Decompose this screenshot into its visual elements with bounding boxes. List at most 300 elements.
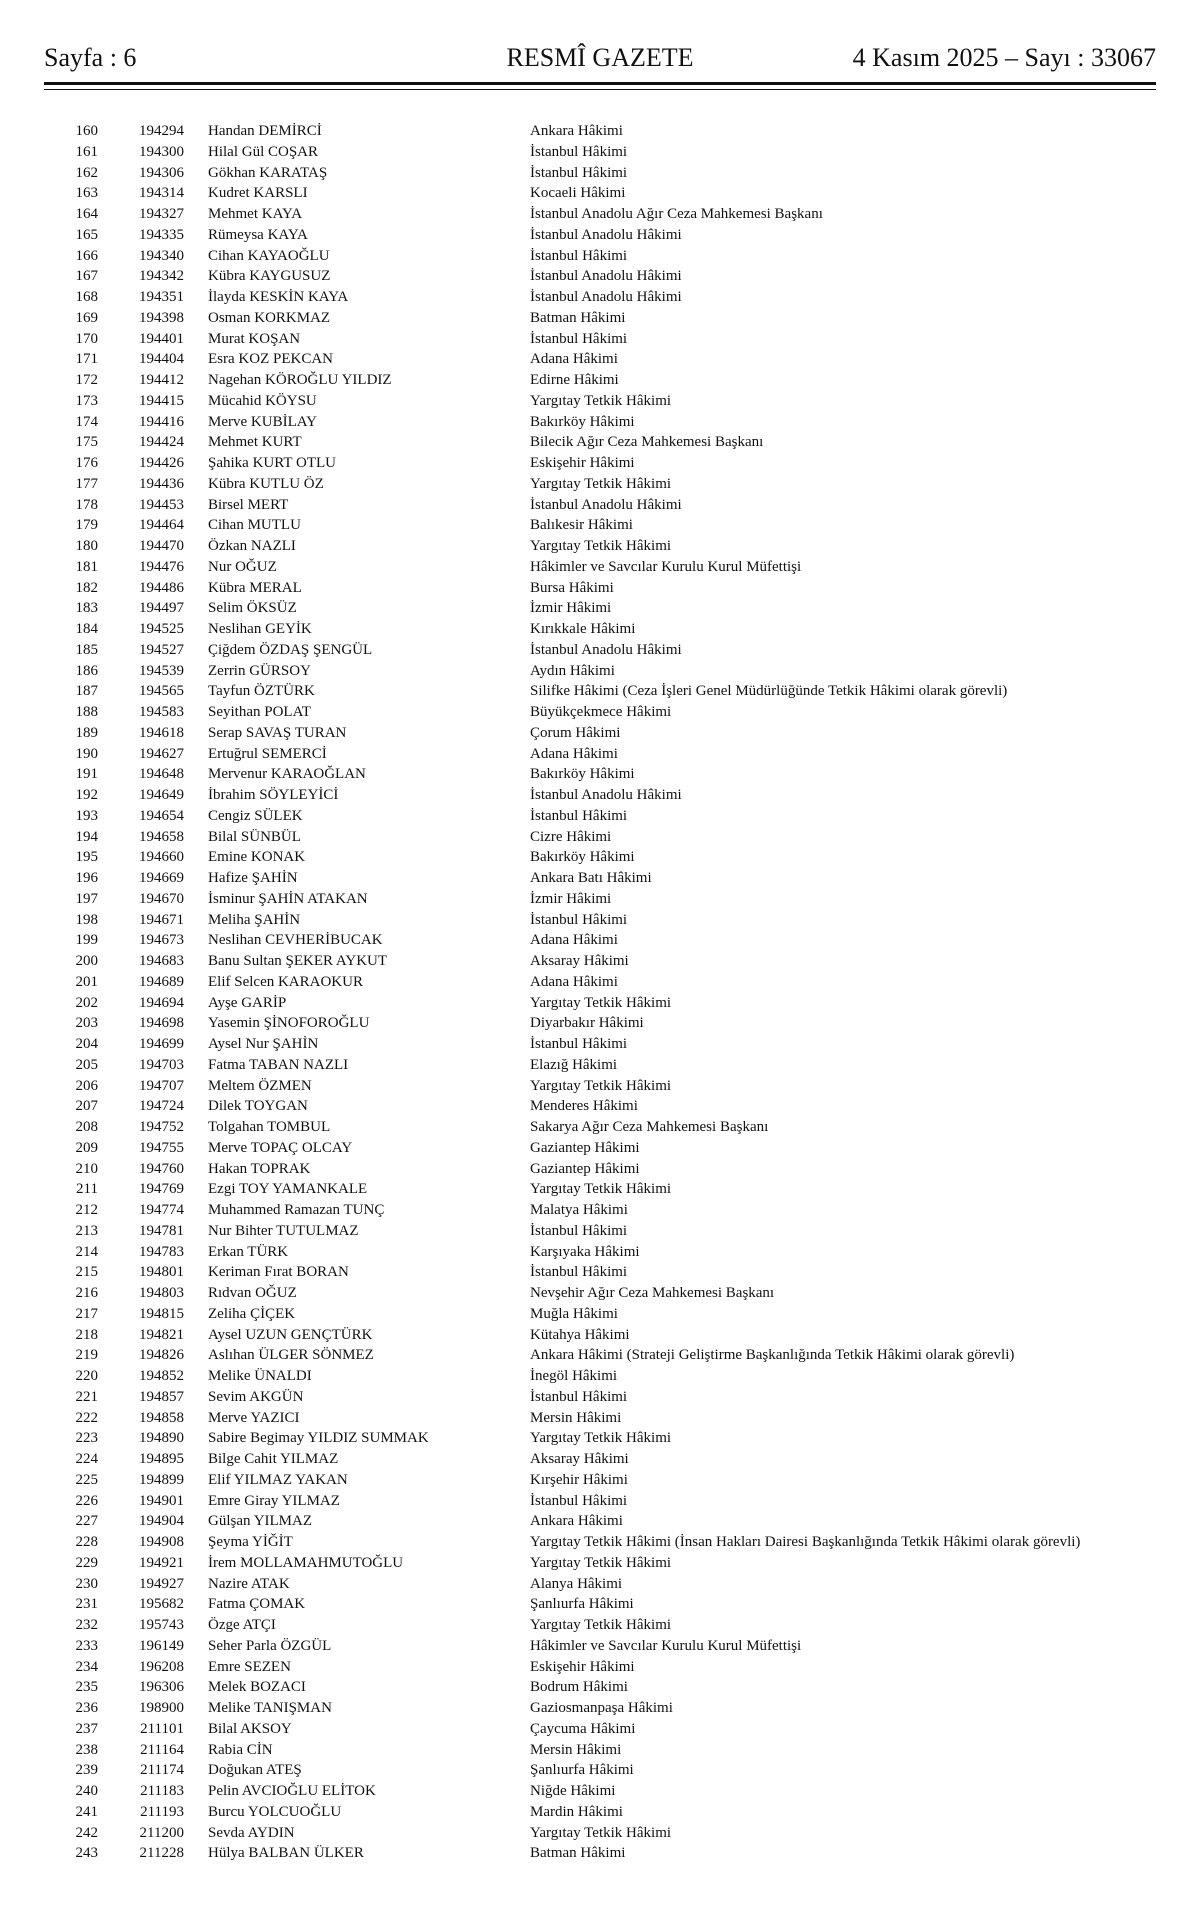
registry-number: 194921 bbox=[139, 1554, 184, 1571]
list-item bbox=[70, 951, 1150, 972]
registry-number: 194801 bbox=[139, 1264, 184, 1281]
list-item bbox=[70, 1823, 1150, 1844]
duty-title: Yargıtay Tetkik Hâkimi bbox=[530, 475, 672, 492]
duty-title: Çorum Hâkimi bbox=[530, 724, 621, 741]
duty-title: Silifke Hâkimi (Ceza İşleri Genel Müdürlüğünde Tetkik Hâkimi olarak görevli) bbox=[530, 683, 1008, 700]
row-number: 186 bbox=[75, 662, 98, 679]
person-name: İlayda KESKİN KAYA bbox=[208, 289, 349, 305]
person-name: Aysel UZUN GENÇTÜRK bbox=[208, 1326, 373, 1343]
person-name: İrem MOLLAMAHMUTOĞLU bbox=[208, 1554, 404, 1571]
person-name: Seher Parla ÖZGÜL bbox=[208, 1637, 332, 1654]
row-number: 163 bbox=[75, 185, 98, 202]
registry-number: 194927 bbox=[139, 1575, 184, 1592]
row-number: 160 bbox=[75, 123, 98, 139]
person-name: Keriman Fırat BORAN bbox=[208, 1264, 349, 1281]
duty-title: Adana Hâkimi bbox=[530, 351, 618, 368]
registry-number: 194669 bbox=[139, 870, 184, 886]
row-number: 165 bbox=[75, 226, 98, 243]
list-item bbox=[70, 1221, 1150, 1242]
registry-number: 194899 bbox=[139, 1471, 184, 1488]
duty-title: İstanbul Anadolu Ağır Ceza Mahkemesi Başkanı bbox=[530, 206, 823, 222]
row-number: 179 bbox=[75, 517, 98, 534]
duty-title: Batman Hâkimi bbox=[530, 309, 626, 326]
registry-number: 195682 bbox=[139, 1596, 184, 1613]
row-number: 171 bbox=[75, 351, 98, 368]
list-item bbox=[70, 723, 1150, 744]
row-number: 195 bbox=[75, 849, 98, 866]
registry-number: 194436 bbox=[139, 475, 184, 492]
list-item bbox=[70, 1698, 1150, 1719]
registry-number: 194781 bbox=[139, 1222, 184, 1239]
duty-title: Bilecik Ağır Ceza Mahkemesi Başkanı bbox=[530, 434, 764, 451]
person-name: Mehmet KURT bbox=[208, 434, 302, 451]
registry-number: 194724 bbox=[139, 1098, 184, 1115]
duty-title: Yargıtay Tetkik Hâkimi bbox=[530, 1077, 672, 1094]
list-item bbox=[70, 1574, 1150, 1595]
duty-title: Balıkesir Hâkimi bbox=[530, 517, 633, 534]
row-number: 208 bbox=[75, 1119, 98, 1135]
person-name: Bilge Cahit YILMAZ bbox=[208, 1451, 339, 1467]
row-number: 184 bbox=[75, 621, 98, 637]
row-number: 211 bbox=[76, 1181, 98, 1198]
person-name: Handan DEMİRCİ bbox=[208, 123, 322, 139]
row-number: 196 bbox=[75, 870, 98, 886]
list-item bbox=[70, 1449, 1150, 1470]
list-item bbox=[70, 764, 1150, 785]
list-item bbox=[70, 246, 1150, 267]
person-name: Neslihan CEVHERİBUCAK bbox=[208, 932, 383, 949]
registry-number: 194683 bbox=[139, 953, 184, 969]
registry-number: 194774 bbox=[139, 1202, 184, 1218]
row-number: 200 bbox=[75, 953, 98, 969]
person-name: Kudret KARSLI bbox=[208, 185, 308, 202]
person-name: Mücahid KÖYSU bbox=[208, 392, 317, 409]
duty-title: İstanbul Hâkimi bbox=[530, 1492, 628, 1509]
person-name: Kübra KAYGUSUZ bbox=[208, 268, 331, 285]
duty-title: İzmir Hâkimi bbox=[530, 600, 612, 617]
duty-title: İstanbul Anadolu Hâkimi bbox=[530, 641, 682, 658]
appointment-list bbox=[70, 121, 1150, 1864]
person-name: Selim ÖKSÜZ bbox=[208, 600, 297, 617]
row-number: 168 bbox=[75, 289, 98, 305]
person-name: Merve TOPAÇ OLCAY bbox=[208, 1139, 353, 1156]
registry-number: 194703 bbox=[139, 1056, 184, 1073]
list-item bbox=[70, 1843, 1150, 1864]
duty-title: Büyükçekmece Hâkimi bbox=[530, 704, 672, 720]
duty-title: Yargıtay Tetkik Hâkimi (İnsan Hakları Dairesi Başkanlığında Tetkik Hâkimi olarak görevli) bbox=[530, 1534, 1081, 1550]
person-name: Sevim AKGÜN bbox=[208, 1388, 304, 1405]
registry-number: 211101 bbox=[140, 1720, 184, 1737]
person-name: Ezgi TOY YAMANKALE bbox=[208, 1181, 368, 1198]
row-number: 213 bbox=[75, 1222, 98, 1239]
row-number: 192 bbox=[75, 787, 98, 803]
person-name: Mehmet KAYA bbox=[208, 206, 303, 222]
row-number: 217 bbox=[75, 1305, 98, 1322]
duty-title: Menderes Hâkimi bbox=[530, 1098, 638, 1115]
row-number: 176 bbox=[75, 455, 98, 471]
row-number: 191 bbox=[75, 766, 98, 783]
row-number: 198 bbox=[75, 911, 98, 928]
list-item bbox=[70, 1511, 1150, 1532]
person-name: İsminur ŞAHİN ATAKAN bbox=[208, 890, 368, 907]
duty-title: Sakarya Ağır Ceza Mahkemesi Başkanı bbox=[530, 1119, 769, 1135]
duty-title: İstanbul Hâkimi bbox=[530, 1264, 628, 1281]
list-item bbox=[70, 1179, 1150, 1200]
registry-number: 194470 bbox=[139, 538, 184, 554]
person-name: Yasemin ŞİNOFOROĞLU bbox=[208, 1015, 370, 1032]
list-item bbox=[70, 1387, 1150, 1408]
row-number: 228 bbox=[75, 1534, 98, 1550]
duty-title: İstanbul Hâkimi bbox=[530, 1388, 628, 1405]
registry-number: 195743 bbox=[139, 1617, 184, 1633]
row-number: 229 bbox=[75, 1554, 98, 1571]
person-name: Nur Bihter TUTULMAZ bbox=[208, 1222, 359, 1239]
list-item bbox=[70, 391, 1150, 412]
person-name: Doğukan ATEŞ bbox=[208, 1762, 302, 1779]
list-item bbox=[70, 1096, 1150, 1117]
person-name: Mervenur KARAOĞLAN bbox=[208, 766, 366, 783]
duty-title: İstanbul Hâkimi bbox=[530, 1036, 628, 1052]
person-name: Zeliha ÇİÇEK bbox=[208, 1305, 296, 1322]
person-name: Esra KOZ PEKCAN bbox=[208, 351, 333, 368]
duty-title: Aydın Hâkimi bbox=[530, 662, 615, 679]
person-name: Nur OĞUZ bbox=[208, 558, 277, 575]
person-name: Cihan MUTLU bbox=[208, 517, 301, 534]
duty-title: Adana Hâkimi bbox=[530, 932, 618, 949]
person-name: Elif YILMAZ YAKAN bbox=[208, 1471, 348, 1488]
list-item bbox=[70, 868, 1150, 889]
list-item bbox=[70, 474, 1150, 495]
list-item bbox=[70, 1117, 1150, 1138]
duty-title: Ankara Hâkimi (Strateji Geliştirme Başkanlığında Tetkik Hâkimi olarak görevli) bbox=[530, 1347, 1015, 1364]
duty-title: Adana Hâkimi bbox=[530, 973, 618, 990]
row-number: 205 bbox=[75, 1056, 98, 1073]
registry-number: 194752 bbox=[139, 1119, 184, 1135]
person-name: Melike TANIŞMAN bbox=[208, 1700, 332, 1716]
duty-title: Ankara Hâkimi bbox=[530, 123, 623, 139]
registry-number: 194755 bbox=[139, 1139, 184, 1156]
duty-title: Eskişehir Hâkimi bbox=[530, 1658, 635, 1675]
list-item bbox=[70, 1636, 1150, 1657]
registry-number: 194648 bbox=[139, 766, 184, 783]
list-item bbox=[70, 1200, 1150, 1221]
duty-title: Adana Hâkimi bbox=[530, 745, 618, 762]
person-name: Osman KORKMAZ bbox=[208, 309, 331, 326]
registry-number: 194464 bbox=[139, 517, 184, 534]
registry-number: 194415 bbox=[139, 392, 184, 409]
list-item bbox=[70, 1138, 1150, 1159]
row-number: 206 bbox=[75, 1077, 98, 1094]
person-name: Rümeysa KAYA bbox=[208, 226, 308, 243]
row-number: 169 bbox=[75, 309, 98, 326]
duty-title: Kocaeli Hâkimi bbox=[530, 185, 626, 202]
person-name: Cengiz SÜLEK bbox=[208, 807, 303, 824]
person-name: Emre SEZEN bbox=[208, 1658, 291, 1675]
duty-title: Aksaray Hâkimi bbox=[530, 953, 629, 969]
row-number: 197 bbox=[75, 890, 98, 907]
person-name: Merve KUBİLAY bbox=[208, 413, 318, 430]
duty-title: Gaziantep Hâkimi bbox=[530, 1139, 640, 1156]
list-item bbox=[70, 1283, 1150, 1304]
list-item bbox=[70, 557, 1150, 578]
person-name: Melike ÜNALDI bbox=[208, 1368, 312, 1384]
duty-title: Yargıtay Tetkik Hâkimi bbox=[530, 392, 672, 409]
row-number: 224 bbox=[75, 1451, 98, 1467]
duty-title: Mersin Hâkimi bbox=[530, 1741, 622, 1758]
duty-title: İstanbul Hâkimi bbox=[530, 1222, 628, 1239]
person-name: Emine KONAK bbox=[208, 849, 306, 866]
person-name: Cihan KAYAOĞLU bbox=[208, 247, 330, 264]
list-item bbox=[70, 1781, 1150, 1802]
person-name: Emre Giray YILMAZ bbox=[208, 1492, 340, 1509]
registry-number: 194340 bbox=[139, 247, 184, 264]
list-item bbox=[70, 225, 1150, 246]
row-number: 204 bbox=[75, 1036, 98, 1052]
gazette-title: RESMÎ GAZETE bbox=[506, 43, 694, 72]
list-item bbox=[70, 1408, 1150, 1429]
registry-number: 198900 bbox=[139, 1700, 184, 1716]
duty-title: Gaziosmanpaşa Hâkimi bbox=[530, 1700, 673, 1716]
row-number: 199 bbox=[75, 932, 98, 949]
list-item bbox=[70, 142, 1150, 163]
duty-title: Yargıtay Tetkik Hâkimi bbox=[530, 1617, 672, 1633]
person-name: Seyithan POLAT bbox=[208, 704, 311, 720]
duty-title: Muğla Hâkimi bbox=[530, 1305, 618, 1322]
registry-number: 194398 bbox=[139, 309, 184, 326]
row-number: 239 bbox=[75, 1762, 98, 1779]
duty-title: Yargıtay Tetkik Hâkimi bbox=[530, 538, 672, 554]
list-item bbox=[70, 349, 1150, 370]
row-number: 218 bbox=[75, 1326, 98, 1343]
list-item bbox=[70, 412, 1150, 433]
registry-number: 194306 bbox=[139, 164, 184, 181]
page-header bbox=[44, 40, 1156, 76]
row-number: 219 bbox=[75, 1347, 98, 1364]
list-item bbox=[70, 640, 1150, 661]
list-item bbox=[70, 1719, 1150, 1740]
registry-number: 194654 bbox=[139, 807, 184, 824]
duty-title: İstanbul Hâkimi bbox=[530, 330, 628, 347]
list-item bbox=[70, 1428, 1150, 1449]
duty-title: Çaycuma Hâkimi bbox=[530, 1720, 636, 1737]
person-name: Özkan NAZLI bbox=[208, 538, 296, 554]
row-number: 240 bbox=[75, 1783, 98, 1799]
row-number: 170 bbox=[75, 330, 98, 347]
list-item bbox=[70, 432, 1150, 453]
registry-number: 194404 bbox=[139, 351, 184, 368]
registry-number: 194618 bbox=[139, 724, 184, 741]
registry-number: 194815 bbox=[139, 1305, 184, 1322]
row-number: 209 bbox=[75, 1139, 98, 1156]
list-item bbox=[70, 1491, 1150, 1512]
registry-number: 194803 bbox=[139, 1285, 184, 1301]
duty-title: İstanbul Anadolu Hâkimi bbox=[530, 268, 682, 285]
registry-number: 194821 bbox=[139, 1326, 184, 1343]
page-number: Sayfa : 6 bbox=[44, 43, 137, 72]
list-item bbox=[70, 536, 1150, 557]
list-item bbox=[70, 1345, 1150, 1366]
duty-title: Kırşehir Hâkimi bbox=[530, 1471, 628, 1488]
person-name: Birsel MERT bbox=[208, 496, 289, 513]
person-name: Kübra MERAL bbox=[208, 579, 302, 596]
duty-title: Mersin Hâkimi bbox=[530, 1409, 622, 1426]
duty-title: Kırıkkale Hâkimi bbox=[530, 621, 636, 637]
list-item bbox=[70, 1532, 1150, 1553]
list-item bbox=[70, 619, 1150, 640]
row-number: 238 bbox=[75, 1741, 98, 1758]
list-item bbox=[70, 598, 1150, 619]
registry-number: 194826 bbox=[139, 1347, 184, 1364]
list-item bbox=[70, 1760, 1150, 1781]
registry-number: 194908 bbox=[139, 1534, 184, 1550]
list-item bbox=[70, 1304, 1150, 1325]
registry-number: 194660 bbox=[139, 849, 184, 866]
row-number: 167 bbox=[75, 268, 98, 285]
row-number: 230 bbox=[75, 1575, 98, 1592]
registry-number: 196306 bbox=[139, 1679, 184, 1696]
duty-title: Şanlıurfa Hâkimi bbox=[530, 1596, 634, 1613]
person-name: Ayşe GARİP bbox=[208, 994, 287, 1011]
person-name: Şahika KURT OTLU bbox=[208, 455, 336, 471]
duty-title: Bursa Hâkimi bbox=[530, 579, 614, 596]
registry-number: 194670 bbox=[139, 890, 184, 907]
row-number: 164 bbox=[75, 206, 98, 222]
registry-number: 194699 bbox=[139, 1036, 184, 1052]
person-name: Şeyma YİĞİT bbox=[208, 1534, 293, 1550]
list-item bbox=[70, 287, 1150, 308]
person-name: Meliha ŞAHİN bbox=[208, 911, 301, 928]
person-name: Banu Sultan ŞEKER AYKUT bbox=[208, 953, 388, 969]
row-number: 226 bbox=[75, 1492, 98, 1509]
duty-title: İstanbul Hâkimi bbox=[530, 807, 628, 824]
row-number: 166 bbox=[75, 247, 98, 264]
person-name: Merve YAZICI bbox=[208, 1409, 300, 1426]
duty-title: Yargıtay Tetkik Hâkimi bbox=[530, 1181, 672, 1198]
registry-number: 194904 bbox=[139, 1513, 184, 1530]
person-name: Özge ATÇI bbox=[208, 1617, 276, 1633]
row-number: 188 bbox=[75, 704, 98, 720]
registry-number: 194351 bbox=[139, 289, 184, 305]
registry-number: 194412 bbox=[139, 372, 184, 388]
row-number: 212 bbox=[75, 1202, 98, 1218]
list-item bbox=[70, 370, 1150, 391]
person-name: Tolgahan TOMBUL bbox=[208, 1119, 331, 1135]
registry-number: 194895 bbox=[139, 1451, 184, 1467]
duty-title: Edirne Hâkimi bbox=[530, 372, 619, 388]
person-name: Dilek TOYGAN bbox=[208, 1098, 308, 1115]
registry-number: 211164 bbox=[140, 1741, 184, 1758]
person-name: Hafize ŞAHİN bbox=[208, 870, 298, 886]
row-number: 236 bbox=[75, 1700, 98, 1716]
list-item bbox=[70, 329, 1150, 350]
row-number: 190 bbox=[75, 745, 98, 762]
person-name: Ertuğrul SEMERCİ bbox=[208, 745, 327, 762]
person-name: Sevda AYDIN bbox=[208, 1824, 295, 1841]
person-name: Erkan TÜRK bbox=[208, 1243, 289, 1260]
row-number: 161 bbox=[75, 143, 98, 160]
duty-title: Hâkimler ve Savcılar Kurulu Kurul Müfettişi bbox=[530, 1637, 802, 1654]
row-number: 233 bbox=[75, 1637, 98, 1654]
registry-number: 194565 bbox=[139, 683, 184, 700]
duty-title: İzmir Hâkimi bbox=[530, 890, 612, 907]
list-item bbox=[70, 1677, 1150, 1698]
registry-number: 194342 bbox=[139, 268, 184, 285]
list-item bbox=[70, 453, 1150, 474]
person-name: Rıdvan OĞUZ bbox=[208, 1285, 297, 1301]
registry-number: 194769 bbox=[139, 1181, 184, 1198]
person-name: Nazire ATAK bbox=[208, 1575, 290, 1592]
row-number: 174 bbox=[75, 413, 98, 430]
list-item bbox=[70, 785, 1150, 806]
registry-number: 194890 bbox=[139, 1430, 184, 1447]
duty-title: Ankara Hâkimi bbox=[530, 1513, 623, 1530]
list-item bbox=[70, 1615, 1150, 1636]
person-name: Sabire Begimay YILDIZ SUMMAK bbox=[208, 1430, 429, 1447]
duty-title: İnegöl Hâkimi bbox=[530, 1368, 618, 1384]
duty-title: Alanya Hâkimi bbox=[530, 1575, 623, 1592]
duty-title: Eskişehir Hâkimi bbox=[530, 455, 635, 471]
registry-number: 194300 bbox=[139, 143, 184, 160]
duty-title: Yargıtay Tetkik Hâkimi bbox=[530, 994, 672, 1011]
row-number: 189 bbox=[75, 724, 98, 741]
person-name: Serap SAVAŞ TURAN bbox=[208, 724, 347, 741]
registry-number: 194426 bbox=[139, 455, 184, 471]
list-item bbox=[70, 1657, 1150, 1678]
row-number: 225 bbox=[75, 1471, 98, 1488]
row-number: 182 bbox=[75, 579, 98, 596]
list-item bbox=[70, 1366, 1150, 1387]
row-number: 180 bbox=[75, 538, 98, 554]
duty-title: İstanbul Hâkimi bbox=[530, 164, 628, 181]
person-name: Aslıhan ÜLGER SÖNMEZ bbox=[208, 1347, 374, 1364]
list-item bbox=[70, 1076, 1150, 1097]
registry-number: 194416 bbox=[139, 413, 184, 430]
person-name: Tayfun ÖZTÜRK bbox=[208, 683, 315, 700]
duty-title: Ankara Batı Hâkimi bbox=[530, 870, 652, 886]
registry-number: 194858 bbox=[139, 1409, 184, 1426]
list-item bbox=[70, 910, 1150, 931]
issue-date: 4 Kasım 2025 – Sayı : 33067 bbox=[852, 43, 1156, 72]
row-number: 216 bbox=[75, 1285, 98, 1301]
list-item bbox=[70, 1013, 1150, 1034]
registry-number: 194525 bbox=[139, 621, 184, 637]
person-name: İbrahim SÖYLEYİCİ bbox=[208, 787, 339, 803]
row-number: 175 bbox=[75, 434, 98, 451]
row-number: 242 bbox=[75, 1824, 98, 1841]
duty-title: Malatya Hâkimi bbox=[530, 1202, 628, 1218]
duty-title: Bakırköy Hâkimi bbox=[530, 766, 635, 783]
row-number: 241 bbox=[75, 1803, 98, 1820]
person-name: Melek BOZACI bbox=[208, 1679, 306, 1696]
list-item bbox=[70, 972, 1150, 993]
row-number: 221 bbox=[75, 1388, 98, 1405]
list-item bbox=[70, 578, 1150, 599]
registry-number: 194314 bbox=[139, 185, 184, 202]
row-number: 162 bbox=[75, 164, 98, 181]
registry-number: 211228 bbox=[139, 1845, 184, 1862]
row-number: 235 bbox=[75, 1679, 98, 1696]
duty-title: İstanbul Anadolu Hâkimi bbox=[530, 787, 682, 803]
row-number: 193 bbox=[75, 807, 98, 824]
header-rule-thick bbox=[44, 82, 1156, 85]
registry-number: 194486 bbox=[139, 579, 184, 596]
row-number: 227 bbox=[75, 1513, 98, 1530]
list-item bbox=[70, 515, 1150, 536]
list-item bbox=[70, 1594, 1150, 1615]
person-name: Muhammed Ramazan TUNÇ bbox=[208, 1202, 385, 1218]
duty-title: Yargıtay Tetkik Hâkimi bbox=[530, 1430, 672, 1447]
list-item bbox=[70, 1159, 1150, 1180]
